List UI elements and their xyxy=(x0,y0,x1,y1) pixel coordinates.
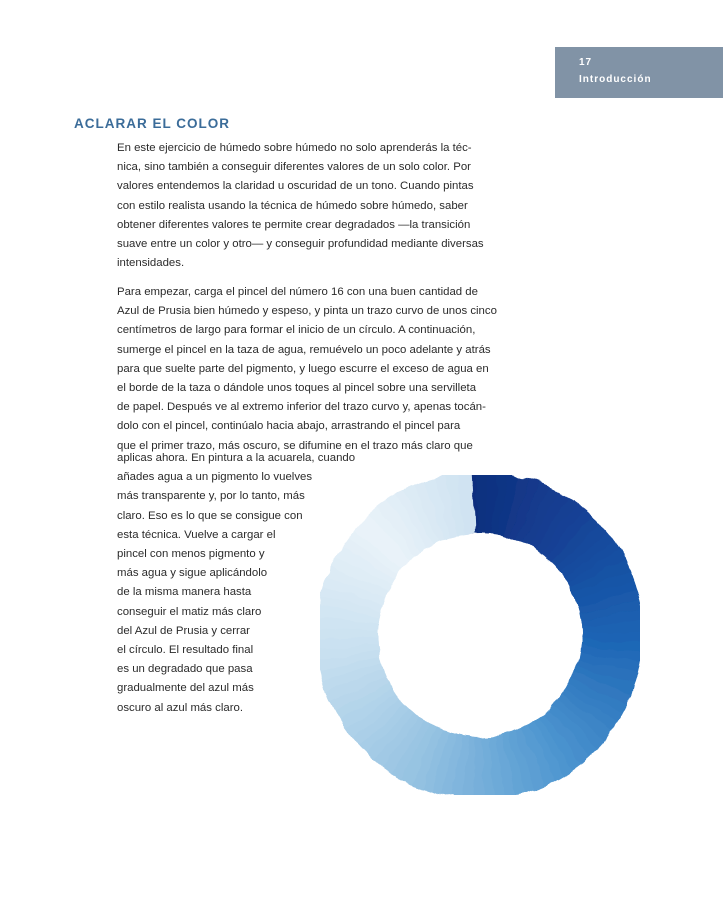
text-line: que el primer trazo, más oscuro, se difumine en el trazo más claro que xyxy=(117,439,473,452)
text-line: conseguir el matiz más claro xyxy=(117,605,262,618)
text-line: centímetros de largo para formar el inicio de un círculo. A continuación, xyxy=(117,324,476,337)
text-line: pincel con menos pigmento y xyxy=(117,548,265,561)
text-line: con estilo realista usando la técnica de húmedo sobre húmedo, saber xyxy=(117,199,468,212)
section-name: Introducción xyxy=(579,74,652,85)
text-line: de la misma manera hasta xyxy=(117,586,252,599)
text-line: nica, sino también a conseguir diferentes valores de un solo color. Por xyxy=(117,161,471,174)
text-line: para que suelte parte del pigmento, y luego escurre el exceso de agua en xyxy=(117,362,489,375)
text-line: claro. Eso es lo que se consigue con xyxy=(117,509,303,522)
text-line: esta técnica. Vuelve a cargar el xyxy=(117,528,276,541)
text-line: dolo con el pincel, continúalo hacia abajo, arrastrando el pincel para xyxy=(117,420,461,433)
ring-segments xyxy=(347,502,613,768)
text-line: oscuro al azul más claro. xyxy=(117,701,243,714)
page-number: 17 xyxy=(579,57,593,68)
text-line: suave entre un color y otro— y conseguir profundidad mediante diversas xyxy=(117,238,484,251)
section-heading: ACLARAR EL COLOR xyxy=(74,116,230,131)
text-line: Azul de Prusia bien húmedo y espeso, y pinta un trazo curvo de unos cinco xyxy=(117,305,497,318)
text-line: gradualmente del azul más xyxy=(117,682,254,695)
text-line: Para empezar, carga el pincel del número 16 con una buen cantidad de xyxy=(117,286,478,298)
text-line: más transparente y, por lo tanto, más xyxy=(117,490,305,503)
paragraph-intro xyxy=(117,139,484,273)
text-line: el círculo. El resultado final xyxy=(117,644,254,657)
text-line: intensidades. xyxy=(117,257,185,270)
watercolor-ring xyxy=(300,455,660,815)
ring-segment xyxy=(460,502,474,503)
text-line: sumerge el pincel en la taza de agua, remuévelo un poco adelante y atrás xyxy=(117,343,491,356)
paragraph-instructions xyxy=(117,283,497,456)
text-line: el borde de la taza o dándole unos toques al pincel sobre una servilleta xyxy=(117,382,477,395)
text-line: del Azul de Prusia y cerrar xyxy=(117,624,250,637)
text-line: En este ejercicio de húmedo sobre húmedo no solo aprenderás la téc- xyxy=(117,142,472,154)
text-line: añades agua a un pigmento lo vuelves xyxy=(117,471,313,484)
text-line: más agua y sigue aplicándolo xyxy=(117,567,268,580)
text-line: obtener diferentes valores te permite crear degradados —la transición xyxy=(117,218,471,231)
text-line: valores entendemos la claridad u oscuridad de un tono. Cuando pintas xyxy=(117,180,474,193)
text-line: aplicas ahora. En pintura a la acuarela, cuando xyxy=(117,452,356,464)
text-line: de papel. Después ve al extremo inferior del trazo curvo y, apenas tocán- xyxy=(117,401,486,414)
page-tab xyxy=(555,47,723,98)
text-line: es un degradado que pasa xyxy=(117,663,253,676)
